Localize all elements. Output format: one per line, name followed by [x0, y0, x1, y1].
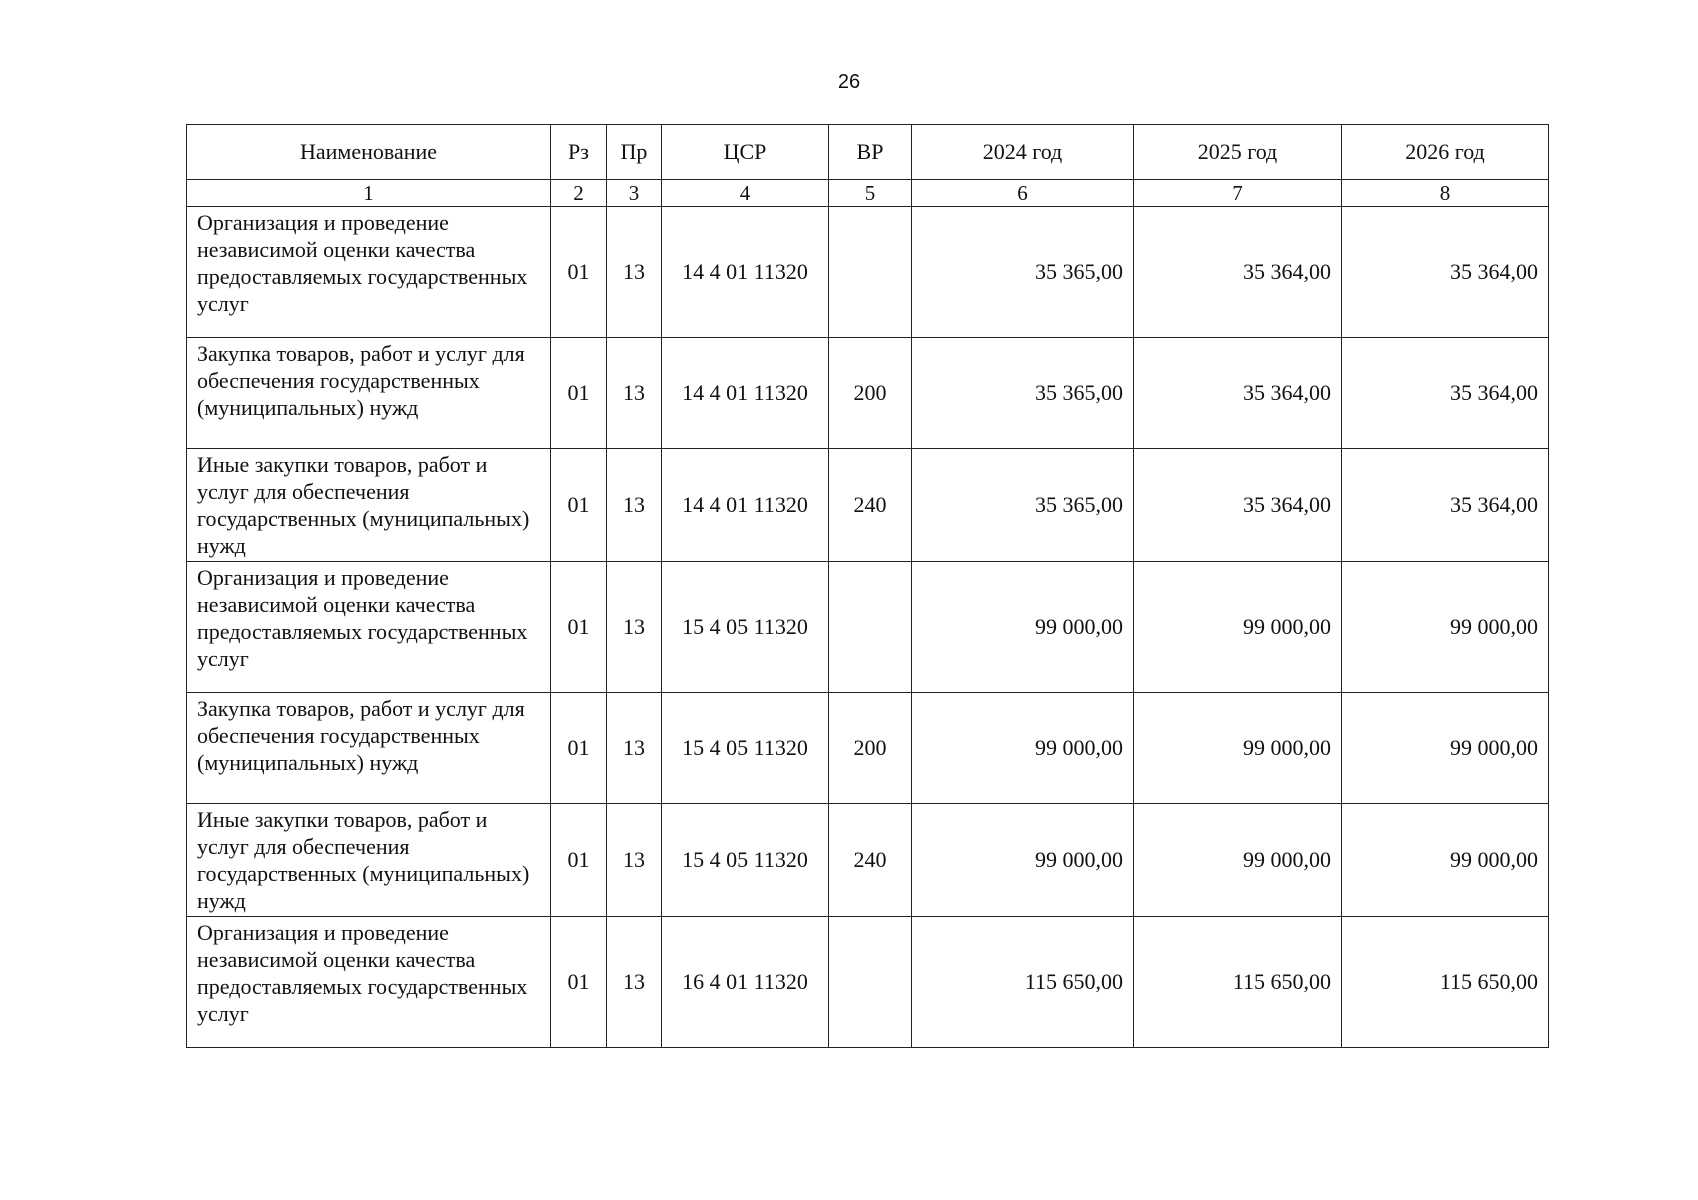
- row-amount-2026: 35 364,00: [1342, 338, 1549, 449]
- header-rz: Рз: [551, 125, 607, 180]
- row-name: Закупка товаров, работ и услуг для обеспечения государственных (муниципальных) нужд: [187, 338, 551, 449]
- table-row: [187, 207, 1549, 338]
- row-csr: 15 4 05 11320: [662, 693, 829, 804]
- row-rz: 01: [551, 917, 607, 1048]
- column-number: 3: [607, 180, 662, 207]
- row-vr: 200: [829, 693, 912, 804]
- row-pr: 13: [607, 562, 662, 693]
- row-amount-2024: 99 000,00: [912, 562, 1134, 693]
- row-amount-2025: 99 000,00: [1134, 562, 1342, 693]
- row-csr: 16 4 01 11320: [662, 917, 829, 1048]
- row-amount-2025: 115 650,00: [1134, 917, 1342, 1048]
- header-2024: 2024 год: [912, 125, 1134, 180]
- table-row: [187, 917, 1549, 1048]
- row-amount-2025: 99 000,00: [1134, 804, 1342, 917]
- page-number: 26: [837, 71, 861, 93]
- row-name: Закупка товаров, работ и услуг для обеспечения государственных (муниципальных) нужд: [187, 693, 551, 804]
- column-number: 2: [551, 180, 607, 207]
- row-vr: 240: [829, 804, 912, 917]
- row-vr: [829, 207, 912, 338]
- row-vr: [829, 917, 912, 1048]
- row-csr: 15 4 05 11320: [662, 562, 829, 693]
- row-amount-2026: 115 650,00: [1342, 917, 1549, 1048]
- row-pr: 13: [607, 338, 662, 449]
- table-row: [187, 804, 1549, 917]
- row-pr: 13: [607, 917, 662, 1048]
- header-csr: ЦСР: [662, 125, 829, 180]
- row-amount-2025: 35 364,00: [1134, 338, 1342, 449]
- table-row: [187, 449, 1549, 562]
- row-rz: 01: [551, 562, 607, 693]
- table-row: [187, 338, 1549, 449]
- row-amount-2026: 35 364,00: [1342, 207, 1549, 338]
- row-vr: 200: [829, 338, 912, 449]
- row-name: Организация и проведение независимой оценки качества предоставляемых государственных услуг: [187, 562, 551, 693]
- header-name: Наименование: [187, 125, 551, 180]
- row-pr: 13: [607, 449, 662, 562]
- column-number: 7: [1134, 180, 1342, 207]
- row-csr: 14 4 01 11320: [662, 449, 829, 562]
- row-rz: 01: [551, 693, 607, 804]
- row-rz: 01: [551, 449, 607, 562]
- table-row: [187, 562, 1549, 693]
- column-number: 5: [829, 180, 912, 207]
- row-vr: 240: [829, 449, 912, 562]
- column-number-row: [187, 180, 1549, 207]
- row-rz: 01: [551, 338, 607, 449]
- row-amount-2026: 35 364,00: [1342, 449, 1549, 562]
- row-pr: 13: [607, 804, 662, 917]
- row-amount-2026: 99 000,00: [1342, 562, 1549, 693]
- header-row: [187, 125, 1549, 180]
- header-vr: ВР: [829, 125, 912, 180]
- row-csr: 14 4 01 11320: [662, 338, 829, 449]
- row-amount-2026: 99 000,00: [1342, 693, 1549, 804]
- row-rz: 01: [551, 207, 607, 338]
- column-number: 1: [187, 180, 551, 207]
- budget-table: [186, 124, 1549, 1048]
- column-number: 8: [1342, 180, 1549, 207]
- row-amount-2024: 35 365,00: [912, 338, 1134, 449]
- row-amount-2025: 99 000,00: [1134, 693, 1342, 804]
- row-amount-2024: 115 650,00: [912, 917, 1134, 1048]
- header-2025: 2025 год: [1134, 125, 1342, 180]
- table-row: [187, 693, 1549, 804]
- row-amount-2026: 99 000,00: [1342, 804, 1549, 917]
- row-rz: 01: [551, 804, 607, 917]
- column-number: 6: [912, 180, 1134, 207]
- row-amount-2024: 99 000,00: [912, 804, 1134, 917]
- row-pr: 13: [607, 693, 662, 804]
- row-amount-2025: 35 364,00: [1134, 207, 1342, 338]
- row-name: Организация и проведение независимой оценки качества предоставляемых государственных услуг: [187, 917, 551, 1048]
- row-amount-2024: 35 365,00: [912, 449, 1134, 562]
- column-number: 4: [662, 180, 829, 207]
- row-amount-2025: 35 364,00: [1134, 449, 1342, 562]
- row-name: Иные закупки товаров, работ и услуг для обеспечения государственных (муниципальных) нужд: [187, 804, 551, 917]
- header-pr: Пр: [607, 125, 662, 180]
- header-2026: 2026 год: [1342, 125, 1549, 180]
- row-name: Иные закупки товаров, работ и услуг для обеспечения государственных (муниципальных) нужд: [187, 449, 551, 562]
- row-vr: [829, 562, 912, 693]
- row-name: Организация и проведение независимой оценки качества предоставляемых государственных услуг: [187, 207, 551, 338]
- row-csr: 14 4 01 11320: [662, 207, 829, 338]
- row-amount-2024: 99 000,00: [912, 693, 1134, 804]
- row-amount-2024: 35 365,00: [912, 207, 1134, 338]
- row-csr: 15 4 05 11320: [662, 804, 829, 917]
- row-pr: 13: [607, 207, 662, 338]
